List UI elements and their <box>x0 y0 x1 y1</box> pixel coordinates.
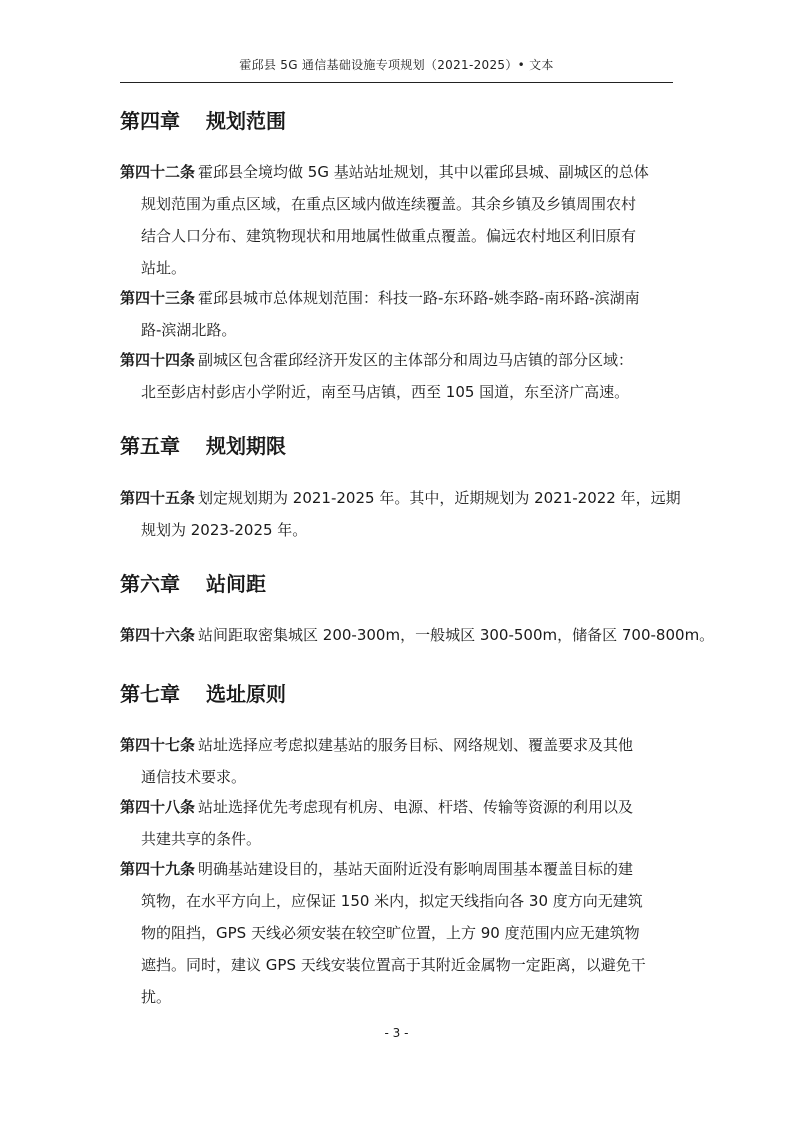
chapter-heading-6 <box>120 568 266 597</box>
article-line: 第四十五条 划定规划期为 2021-2025 年。其中，近期规划为 2021-2022 年，远期 <box>120 489 681 507</box>
chapter-title: 规划范围 <box>206 109 286 133</box>
article-number: 第四十三条 <box>120 289 196 307</box>
chapter-label: 第五章 <box>120 434 180 458</box>
article-43 <box>120 282 675 346</box>
chapter-label: 第四章 <box>120 109 180 133</box>
chapter-label: 第七章 <box>120 682 180 706</box>
article-line: 筑物，在水平方向上，应保证 150 米内，拟定天线指向各 30 度方向无建筑 <box>141 892 643 910</box>
page-number: - 3 - <box>384 1026 409 1040</box>
article-45 <box>120 482 681 546</box>
article-line: 第四十七条 站址选择应考虑拟建基站的服务目标、网络规划、覆盖要求及其他 <box>120 736 634 754</box>
chapter-title: 选址原则 <box>206 682 286 706</box>
article-44 <box>120 344 675 408</box>
article-number: 第四十四条 <box>120 351 196 369</box>
article-48 <box>120 791 675 855</box>
article-line: 物的阻挡，GPS 天线必须安装在较空旷位置，上方 90 度范围内应无建筑物 <box>141 924 640 942</box>
chapter-title: 站间距 <box>206 572 266 596</box>
article-line: 扰。 <box>141 988 172 1006</box>
article-49 <box>120 853 675 1013</box>
article-line: 第四十六条 站间距取密集城区 200-300m，一般城区 300-500m，储备区 700-800m。 <box>120 626 715 644</box>
chapter-heading-4 <box>120 105 286 134</box>
article-line: 路-滨湖北路。 <box>141 321 237 339</box>
article-47 <box>120 729 675 793</box>
article-number: 第四十八条 <box>120 798 196 816</box>
article-line: 站址。 <box>141 259 187 277</box>
chapter-heading-5 <box>120 430 286 459</box>
article-line: 遮挡。同时，建议 GPS 天线安装位置高于其附近金属物一定距离，以避免干 <box>141 956 646 974</box>
article-line: 第四十八条 站址选择优先考虑现有机房、电源、杆塔、传输等资源的利用以及 <box>120 798 634 816</box>
article-42 <box>120 156 675 284</box>
article-line: 第四十二条 霍邱县全境均做 5G 基站站址规划，其中以霍邱县城、副城区的总体 <box>120 163 649 181</box>
article-number: 第四十六条 <box>120 626 196 644</box>
chapter-label: 第六章 <box>120 572 180 596</box>
article-line: 第四十九条 明确基站建设目的，基站天面附近没有影响周围基本覆盖目标的建 <box>120 860 634 878</box>
article-number: 第四十九条 <box>120 860 196 878</box>
article-number: 第四十二条 <box>120 163 196 181</box>
article-number: 第四十七条 <box>120 736 196 754</box>
document-header: 霍邱县 5G 通信基础设施专项规划（2021-2025）• 文本 <box>239 58 554 72</box>
chapter-title: 规划期限 <box>206 434 286 458</box>
article-line: 第四十四条 副城区包含霍邱经济开发区的主体部分和周边马店镇的部分区域： <box>120 351 634 369</box>
article-46 <box>120 619 715 651</box>
article-line: 规划范围为重点区域，在重点区域内做连续覆盖。其余乡镇及乡镇周围农村 <box>141 195 637 213</box>
article-line: 规划为 2023-2025 年。 <box>141 521 308 539</box>
article-line: 北至彭店村彭店小学附近，南至马店镇，西至 105 国道，东至济广高速。 <box>141 383 630 401</box>
article-line: 共建共享的条件。 <box>141 830 262 848</box>
article-number: 第四十五条 <box>120 489 196 507</box>
article-line: 结合人口分布、建筑物现状和用地属性做重点覆盖。偏远农村地区利旧原有 <box>141 227 637 245</box>
chapter-heading-7 <box>120 678 286 707</box>
header-divider <box>120 82 673 83</box>
article-line: 第四十三条 霍邱县城市总体规划范围：科技一路-东环路-姚李路-南环路-滨湖南 <box>120 289 640 307</box>
article-line: 通信技术要求。 <box>141 768 247 786</box>
